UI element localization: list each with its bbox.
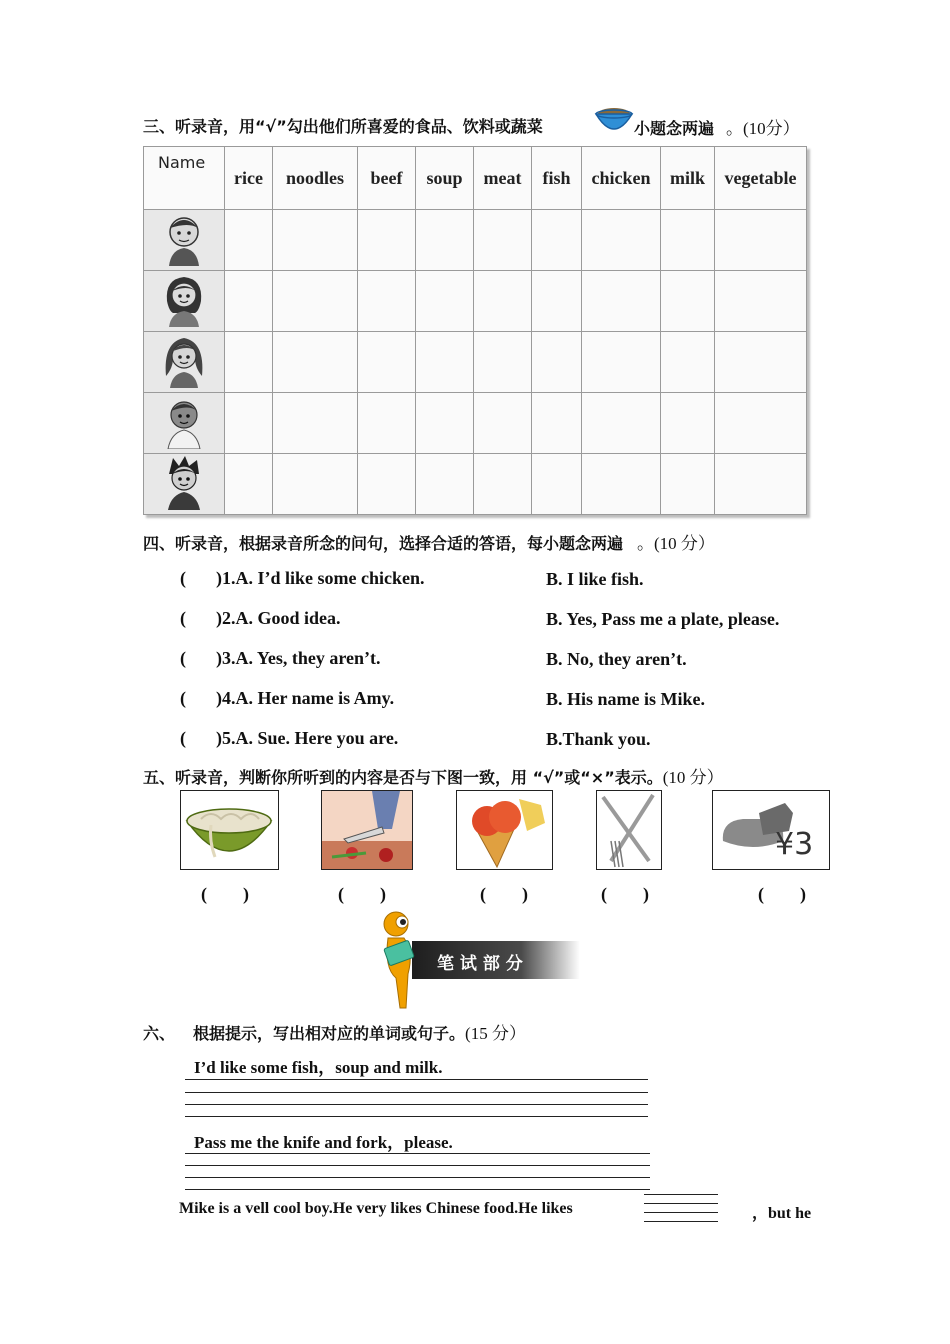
header-name: Name <box>144 147 225 210</box>
header-beef: beef <box>358 147 416 210</box>
section3-title: 三、听录音，用“√”勾出他们所喜爱的食品、饮料或蔬菜 <box>143 117 543 136</box>
avatar <box>144 393 225 454</box>
table-row <box>144 332 807 393</box>
avatar <box>144 454 225 515</box>
ice-cream-icon <box>457 791 552 869</box>
table-cell[interactable] <box>582 210 661 271</box>
fork-knife-icon <box>597 791 661 869</box>
table-cell[interactable] <box>358 332 416 393</box>
bowl-icon <box>593 104 635 138</box>
writing-line[interactable] <box>185 1153 650 1154</box>
table-cell[interactable] <box>273 393 358 454</box>
passage-text: Mike is a vell cool boy.He very likes Chinese food.He likes <box>179 1200 573 1217</box>
table-cell[interactable] <box>474 210 532 271</box>
option-a: )2.A. Good idea. <box>216 608 341 628</box>
fork-knife-picture <box>596 790 662 870</box>
blank-line[interactable] <box>644 1203 718 1204</box>
food-preference-table <box>143 146 807 515</box>
table-cell[interactable] <box>582 332 661 393</box>
table-cell[interactable] <box>532 454 582 515</box>
table-row <box>144 393 807 454</box>
table-row <box>144 271 807 332</box>
table-cell[interactable] <box>273 271 358 332</box>
table-cell[interactable] <box>532 332 582 393</box>
table-cell[interactable] <box>715 393 807 454</box>
table-cell[interactable] <box>225 332 273 393</box>
header-noodles: noodles <box>273 147 358 210</box>
boy-avatar-icon <box>159 210 209 266</box>
table-cell[interactable] <box>416 454 474 515</box>
answer-bracket[interactable]: ( ) <box>201 884 249 904</box>
table-row <box>144 454 807 515</box>
header-soup: soup <box>416 147 474 210</box>
bread-price-picture <box>712 790 830 870</box>
writing-line[interactable] <box>185 1165 650 1166</box>
table-cell[interactable] <box>225 393 273 454</box>
writing-line[interactable] <box>185 1092 648 1093</box>
table-cell[interactable] <box>225 210 273 271</box>
girl-avatar-icon <box>159 271 209 327</box>
table-cell[interactable] <box>358 454 416 515</box>
header-meat: meat <box>474 147 532 210</box>
header-vegetable: vegetable <box>715 147 807 210</box>
avatar <box>144 332 225 393</box>
table-cell[interactable] <box>532 271 582 332</box>
option-b: B.Thank you. <box>546 729 651 749</box>
table-cell[interactable] <box>225 454 273 515</box>
table-cell[interactable] <box>582 393 661 454</box>
table-cell[interactable] <box>358 210 416 271</box>
answer-bracket[interactable]: ( <box>180 728 186 748</box>
price-label: ¥3 <box>775 827 814 862</box>
noodles-picture <box>180 790 279 870</box>
writing-line[interactable] <box>185 1116 648 1117</box>
option-b: B. His name is Mike. <box>546 689 706 709</box>
table-cell[interactable] <box>273 454 358 515</box>
table-cell[interactable] <box>358 271 416 332</box>
answer-bracket[interactable]: ( <box>180 648 186 668</box>
boy-avatar-icon <box>159 454 209 510</box>
option-b: B. Yes, Pass me a plate, please. <box>546 609 780 629</box>
avatar <box>144 210 225 271</box>
table-cell[interactable] <box>416 393 474 454</box>
writing-line[interactable] <box>185 1189 650 1190</box>
header-rice: rice <box>225 147 273 210</box>
table-cell[interactable] <box>661 454 715 515</box>
table-cell[interactable] <box>715 454 807 515</box>
table-cell[interactable] <box>582 271 661 332</box>
blank-line[interactable] <box>644 1194 718 1195</box>
girl-avatar-icon <box>159 332 209 388</box>
knife-cutting-icon <box>322 791 412 869</box>
boy-avatar-icon <box>159 393 209 449</box>
header-fish: fish <box>532 147 582 210</box>
table-cell[interactable] <box>225 271 273 332</box>
table-cell[interactable] <box>661 210 715 271</box>
table-cell[interactable] <box>273 332 358 393</box>
option-a: )4.A. Her name is Amy. <box>216 688 395 708</box>
section3-title-tail: 小题念两遍 。(10分） <box>634 119 800 138</box>
cutting-picture <box>321 790 413 870</box>
option-b: B. I like fish. <box>546 569 644 589</box>
table-cell[interactable] <box>661 332 715 393</box>
table-cell[interactable] <box>416 210 474 271</box>
section5-title: 五、听录音，判断你所听到的内容是否与下图一致，用 “√”或“×”表示。(10 分） <box>143 768 724 787</box>
table-cell[interactable] <box>416 332 474 393</box>
table-row <box>144 210 807 271</box>
section6-title: 六、 根据提示，写出相对应的单词或句子。(15 分） <box>143 1024 526 1043</box>
table-cell[interactable] <box>474 332 532 393</box>
blank-line[interactable] <box>644 1221 718 1222</box>
table-cell[interactable] <box>532 393 582 454</box>
prompt-sentence-2: Pass me the knife and fork，please. <box>194 1133 453 1152</box>
table-cell[interactable] <box>474 271 532 332</box>
table-cell[interactable] <box>358 393 416 454</box>
answer-bracket[interactable]: ( <box>180 568 186 588</box>
answer-bracket[interactable]: ( ) <box>758 884 806 904</box>
answer-bracket[interactable]: ( ) <box>338 884 386 904</box>
writing-line[interactable] <box>185 1079 648 1080</box>
writing-line[interactable] <box>185 1177 650 1178</box>
banner-text: 笔 试 部 分 <box>437 954 523 974</box>
table-cell[interactable] <box>582 454 661 515</box>
header-milk: milk <box>661 147 715 210</box>
answer-bracket[interactable]: ( ) <box>480 884 528 904</box>
section4-title: 四、听录音，根据录音所念的问句，选择合适的答语，每小题念两遍 。(10 分） <box>143 534 715 553</box>
writing-line[interactable] <box>185 1104 648 1105</box>
header-chicken: chicken <box>582 147 661 210</box>
table-cell[interactable] <box>416 271 474 332</box>
table-cell[interactable] <box>715 210 807 271</box>
answer-bracket[interactable]: ( <box>180 688 186 708</box>
ice-cream-picture <box>456 790 553 870</box>
table-cell[interactable] <box>661 271 715 332</box>
prompt-sentence-1: I’d like some fish，soup and milk. <box>194 1058 443 1077</box>
option-a: )5.A. Sue. Here you are. <box>216 728 399 748</box>
option-b: B. No, they aren’t. <box>546 649 687 669</box>
option-a: )1.A. I’d like some chicken. <box>216 568 425 588</box>
option-a: )3.A. Yes, they aren’t. <box>216 648 381 668</box>
table-cell[interactable] <box>474 393 532 454</box>
table-cell[interactable] <box>532 210 582 271</box>
table-cell[interactable] <box>273 210 358 271</box>
table-cell[interactable] <box>715 271 807 332</box>
answer-bracket[interactable]: ( <box>180 608 186 628</box>
table-cell[interactable] <box>715 332 807 393</box>
avatar <box>144 271 225 332</box>
orange-figure-icon <box>370 908 430 1012</box>
table-cell[interactable] <box>474 454 532 515</box>
blank-line[interactable] <box>644 1212 718 1213</box>
answer-bracket[interactable]: ( ) <box>601 884 649 904</box>
table-header-row <box>144 147 807 210</box>
noodles-bowl-icon <box>181 791 278 869</box>
passage-text-end: ，but he <box>752 1205 812 1222</box>
table-cell[interactable] <box>661 393 715 454</box>
